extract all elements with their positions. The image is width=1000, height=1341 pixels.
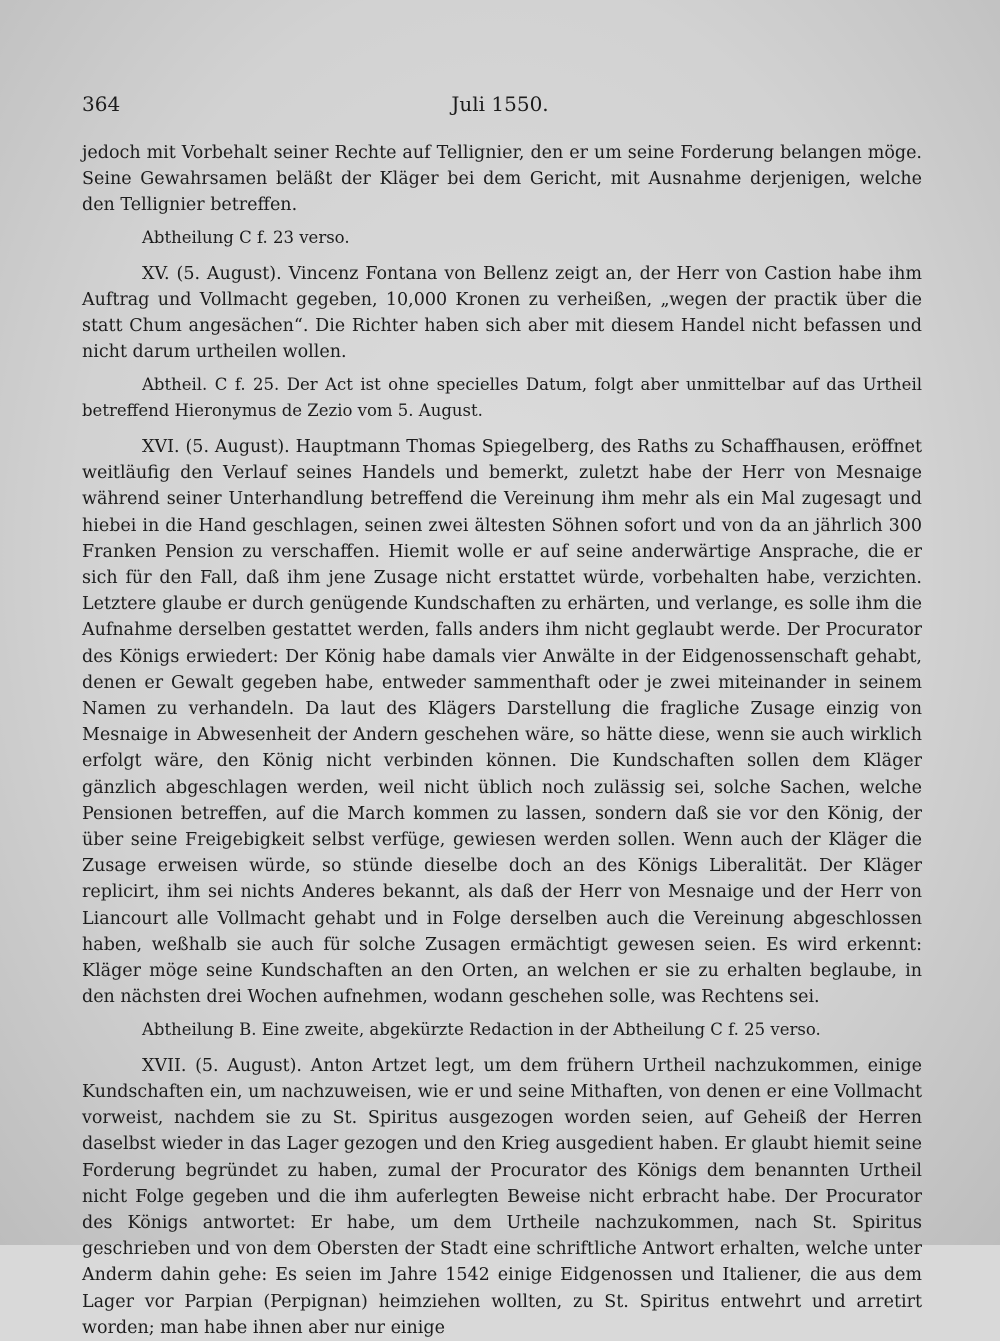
source-note: Abtheilung B. Eine zweite, abgekürzte Redaction in der Abtheilung C f. 25 verso. (142, 1019, 821, 1039)
page-header (82, 92, 918, 122)
entry-xv: XV. (5. August). Vincenz Fontana von Bellenz zeigt an, der Herr von Castion habe ihm Auftrag und Vollmacht gegeben, 10,000 Kronen zu verheißen, „wegen der practik über die statt Chum angesächen“. Die Richter haben sich aber mit diesem Handel nicht befassen und nicht darum urtheilen wollen. (82, 263, 922, 363)
source-note: Abtheil. C f. 25. Der Act ist ohne specielles Datum, folgt aber unmittelbar auf das Urtheil betreffend Hieronymus de Zezio vom 5. August. (82, 374, 922, 420)
entry-xvii: XVII. (5. August). Anton Artzet legt, um dem frühern Urtheil nachzukommen, einige Kundschaften ein, um nachzuweisen, wie er und seine Mithaften, von denen er eine Vollmacht vorweist, nachdem sie zu St. Spiritus ausgezogen worden seien, auf Geheiß der Herren daselbst wieder in das Lager gezogen und den Krieg ausgedient haben. Er glaubt hiemit seine Forderung begründet zu haben, zumal der Procurator des Königs dem benannten Urtheil nicht Folge gegeben und die ihm auferlegten Beweise nicht erbracht habe. Der Procurator des Königs antwortet: Er habe, um dem Urtheile nachzukommen, nach St. Spiritus geschrieben und von dem Obersten der Stadt eine schriftliche Antwort erhalten, welche unter Anderm dahin gehe: Es seien im Jahre 1542 einige Eidgenossen und Italiener, die aus dem Lager vor Parpian (Perpignan) heimziehen wollten, zu St. Spiritus entwehrt und arretirt worden; man habe ihnen aber nur einige (82, 1055, 922, 1338)
source-note: Abtheilung C f. 23 verso. (142, 227, 350, 247)
paragraph-continuation: jedoch mit Vorbehalt seiner Rechte auf Tellignier, den er um seine Forderung belangen möge. Seine Gewahrsamen beläßt der Kläger bei dem Gericht, mit Ausnahme derjenigen, welche den Tellignier betreffen. (82, 143, 922, 216)
page-number: 364 (82, 92, 121, 116)
entry-xvi: XVI. (5. August). Hauptmann Thomas Spiegelberg, des Raths zu Schaffhausen, eröffnet weitläufig den Verlauf seines Handels und bemerkt, zuletzt habe der Herr von Mesnaige während seiner Unterhandlung betreffend die Vereinung ihm mehr als ein Mal zugesagt und hiebei in die Hand geschlagen, seinen zwei ältesten Söhnen sofort und von da an jährlich 300 Franken Pension zu verschaffen. Hiemit wolle er auf seine anderwärtige Ansprache, die er sich für den Fall, daß ihm jene Zusage nicht erstattet würde, vorbehalten habe, verzichten. Letztere glaube er durch genügende Kundschaften zu erhärten, und verlange, es solle ihm die Aufnahme derselben gestattet werden, falls anders ihm nicht geglaubt werde. Der Procurator des Königs erwiedert: Der König habe damals vier Anwälte in der Eidgenossenschaft gehabt, denen er Gewalt gegeben habe, entweder sammenthaft oder je zwei miteinander in seinem Namen zu verhandeln. Da laut des Klägers Darstellung die fragliche Zusage einzig von Mesnaige in Abwesenheit der Andern geschehen wäre, so hätte diese, wenn sie auch wirklich erfolgt wäre, den König nicht verbinden können. Die Kundschaften sollen dem Kläger gänzlich abgeschlagen werden, weil nicht üblich noch zulässig sei, solche Sachen, welche Pensionen betreffen, auf die March kommen zu lassen, sondern daß sie vor den König, der über seine Freigebigkeit selbst verfüge, gewiesen werden sollen. Wenn auch der Kläger die Zusage erweisen würde, so stünde dieselbe doch an des Königs Liberalität. Der Kläger replicirt, ihm sei nichts Anderes bekannt, als daß der Herr von Mesnaige und der Herr von Liancourt alle Vollmacht gehabt und in Folge derselben auch die Vereinung abgeschlossen haben, weßhalb sie auch für solche Zusagen ermächtigt gewesen seien. Es wird erkennt: Kläger möge seine Kundschaften an den Orten, an welchen er sie zu erhalten beglaube, in den nächsten drei Wochen aufnehmen, wodann geschehen solle, was Rechtens sei. (82, 437, 922, 1008)
running-head: Juli 1550. (451, 92, 549, 116)
page-body (82, 140, 922, 1341)
